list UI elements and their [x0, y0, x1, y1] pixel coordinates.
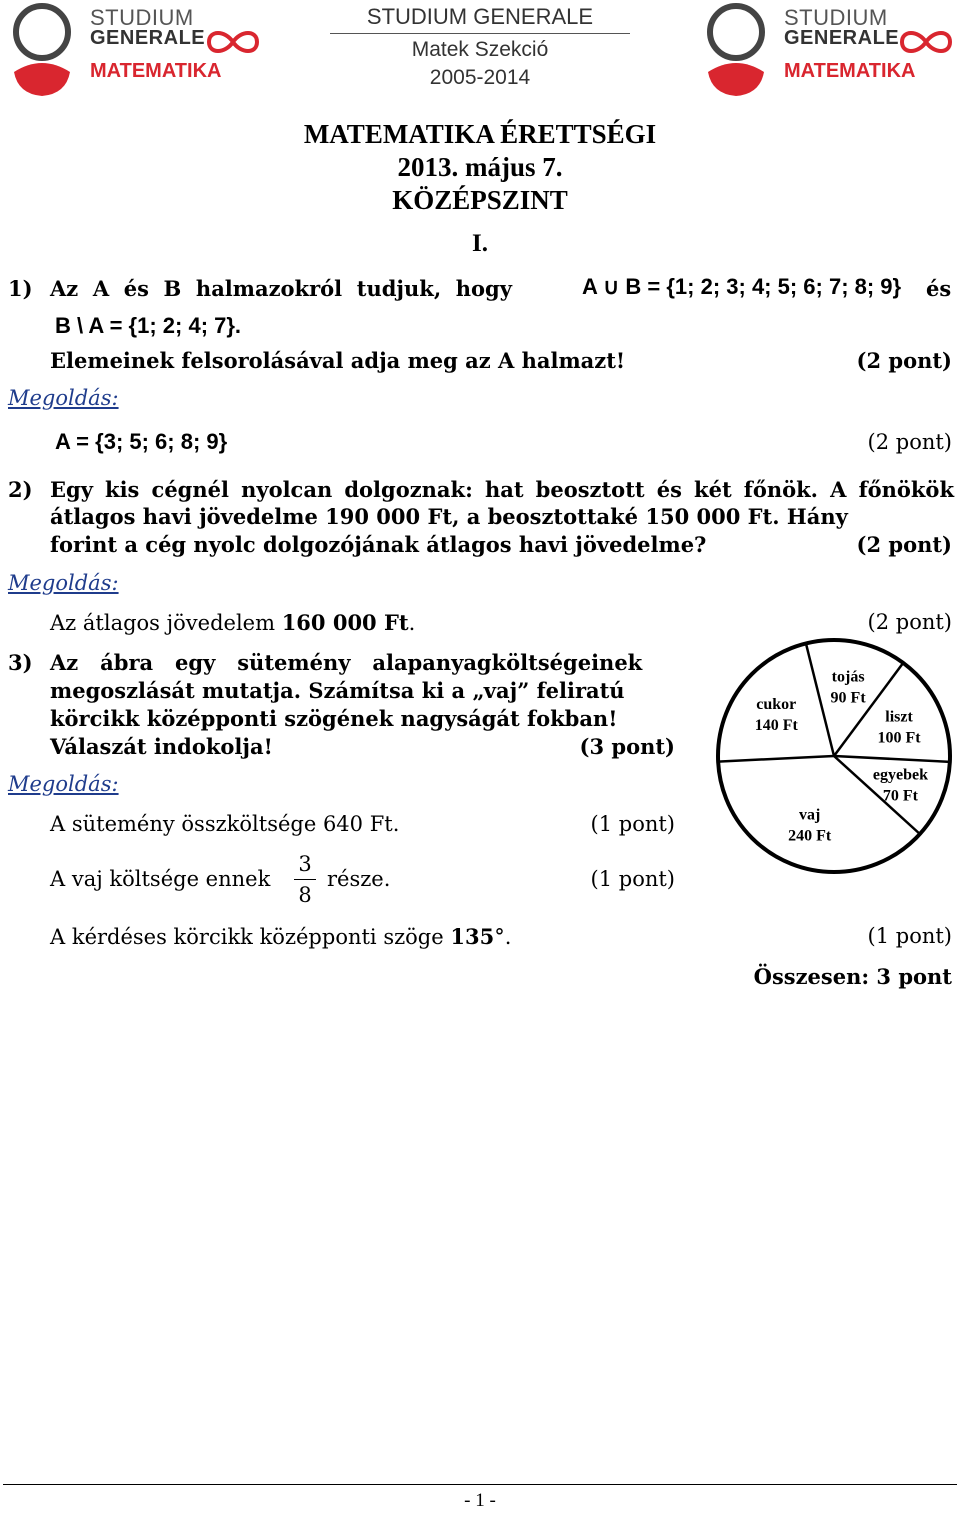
- page-title: [0, 118, 960, 217]
- q3-step2-points: (1 pont): [590, 867, 675, 891]
- logo-right-line1: STUDIUM: [784, 5, 888, 30]
- cost-pie-chart: [712, 632, 956, 880]
- q2-solution-label: Megoldás:: [8, 571, 119, 595]
- logo-left-line2: GENERALE: [90, 27, 206, 49]
- q2-solution-post: .: [408, 611, 416, 635]
- q3-step3: [50, 924, 511, 949]
- title-line2: 2013. május 7.: [397, 152, 563, 182]
- q2-line1: Egy kis cégnél nyolcan dolgoznak: hat beosztott és két főnök. A főnökök: [50, 477, 954, 502]
- infinity-icon: [205, 28, 261, 56]
- q3-fraction-bar: [294, 879, 316, 880]
- q3-points: (3 pont): [579, 734, 675, 759]
- header-title: STUDIUM GENERALE: [366, 4, 594, 29]
- pie-label-value: 100 Ft: [877, 729, 921, 747]
- q3-line1: Az ábra egy sütemény alapanyagköltségeinek: [50, 650, 643, 675]
- header-subtitle: Matek Szekció: [411, 38, 549, 61]
- q2-solution-points: (2 pont): [867, 610, 952, 634]
- q2-line3: forint a cég nyolc dolgozójának átlagos havi jövedelme?: [50, 532, 707, 557]
- q3-step1: A sütemény összköltsége 640 Ft.: [50, 812, 400, 836]
- q1-text: Az A és B halmazokról tudjuk, hogy: [50, 276, 512, 301]
- q1-union-expression: A ∪ B = {1; 2; 3; 4; 5; 6; 7; 8; 9}: [582, 274, 902, 299]
- studium-logo-icon: [4, 2, 84, 98]
- q2-solution: [50, 610, 415, 635]
- q1-solution-label: Megoldás:: [8, 386, 119, 410]
- q3-number: 3): [8, 650, 33, 675]
- pie-label-name: vaj: [799, 806, 821, 824]
- q3-step3-value: 135: [450, 924, 495, 949]
- q1-points: (2 pont): [856, 348, 952, 373]
- q3-step3-points: (1 pont): [867, 924, 952, 948]
- q2-solution-pre: Az átlagos jövedelem: [50, 611, 282, 635]
- q1-solution-points: (2 pont): [867, 430, 952, 454]
- title-line1: MATEMATIKA ÉRETTSÉGI: [303, 119, 657, 149]
- header-divider: [330, 33, 630, 34]
- studium-logo-right-icon: [698, 2, 778, 98]
- q2-solution-value: 160 000 Ft: [281, 610, 409, 635]
- q3-fraction-numerator: 3: [298, 852, 312, 876]
- logo-left-line3: MATEMATIKA: [90, 60, 222, 82]
- logo-right-line2: GENERALE: [784, 27, 900, 49]
- q3-step3-pre: A kérdéses körcikk középponti szöge: [50, 925, 451, 949]
- pie-label-name: liszt: [885, 708, 913, 726]
- q1-es: és: [926, 276, 952, 301]
- q2-points: (2 pont): [856, 532, 952, 557]
- logo-left-line1: STUDIUM: [90, 5, 194, 30]
- q2-number: 2): [8, 477, 33, 502]
- pie-label-value: 90 Ft: [830, 689, 866, 707]
- header-years: 2005-2014: [429, 66, 531, 89]
- title-line3: KÖZÉPSZINT: [392, 185, 568, 215]
- pie-label-value: 140 Ft: [754, 717, 798, 735]
- q1-task: Elemeinek felsorolásával adja meg az A halmazt!: [50, 348, 626, 373]
- q3-total: Összesen: 3 pont: [753, 964, 952, 989]
- q3-step1-points: (1 pont): [590, 812, 675, 836]
- q3-step2-pre: A vaj költsége ennek: [50, 867, 271, 891]
- pie-label-value: 240 Ft: [788, 827, 832, 845]
- infinity-right-icon: [898, 28, 954, 56]
- pie-label-name: tojás: [831, 668, 865, 686]
- pie-label-name: egyebek: [872, 766, 928, 784]
- q3-solution-label: Megoldás:: [8, 772, 119, 796]
- q3-line2: megoszlását mutatja. Számítsa ki a „vaj” feliratú: [50, 678, 625, 703]
- pie-label-name: cukor: [756, 696, 797, 714]
- q3-fraction: [294, 851, 316, 908]
- q1-solution: A = {3; 5; 6; 8; 9}: [55, 429, 228, 454]
- section-number: I.: [472, 230, 488, 257]
- q1-number: 1): [8, 276, 33, 301]
- q3-line4: Válaszát indokolja!: [50, 734, 273, 759]
- q3-step2-post: része.: [327, 867, 391, 891]
- q3-fraction-denominator: 8: [298, 883, 312, 907]
- footer-rule: [3, 1484, 957, 1485]
- pie-label-value: 70 Ft: [882, 787, 918, 805]
- q2-line2: átlagos havi jövedelme 190 000 Ft, a beosztottaké 150 000 Ft. Hány: [50, 504, 848, 529]
- q3-line3: körcikk középponti szögének nagyságát fokban!: [50, 706, 618, 731]
- q1-difference-expression: B \ A = {1; 2; 4; 7}.: [55, 313, 242, 338]
- q3-step3-post: °.: [494, 925, 512, 949]
- page-number: - 1 -: [464, 1490, 496, 1511]
- logo-right-line3: MATEMATIKA: [784, 60, 916, 82]
